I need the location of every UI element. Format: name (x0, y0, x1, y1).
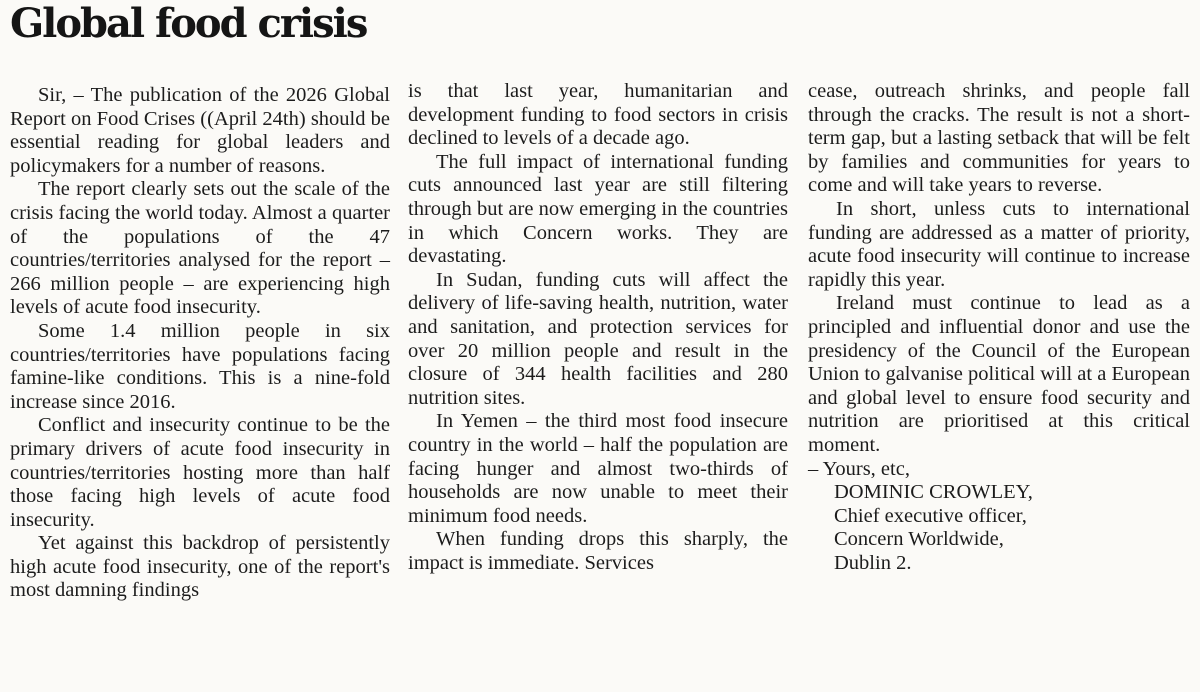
signature-title: Chief executive officer, (834, 504, 1027, 527)
signature-name: DOMINIC CROWLEY, (834, 481, 1033, 504)
paragraph: Conflict and insecurity continue to be the primary drivers of acute food insecurity in countries/territories hosting more than half those facing high levels of acute food insecurity. (10, 414, 390, 531)
column-2 (408, 80, 788, 575)
paragraph: The full impact of international funding cuts announced last year are still filtering through but are now emerging in the countries in which Concern works. They are devastating. (408, 150, 788, 268)
paragraph: In short, unless cuts to international funding are addressed as a matter of priority, acute food insecurity will continue to increase rapidly this year. (808, 197, 1190, 291)
paragraph: In Sudan, funding cuts will affect the delivery of life-saving health, nutrition, water and sanitation, and protection services for over 20 million people and result in the closure of 344 health facilities and 280 nutrition sites. (408, 268, 788, 409)
paragraph: The report clearly sets out the scale of the crisis facing the world today. Almost a quarter of the populations of the 47 countries/territories analysed for the report – 266 million people – are experiencing high levels of acute food insecurity. (10, 178, 390, 319)
signature-organisation: Concern Worldwide, (834, 528, 1004, 551)
paragraph: cease, outreach shrinks, and people fall through the cracks. The result is not a short-term gap, but a lasting setback that will be felt by families and communities for years to come and will take years to reverse. (808, 80, 1190, 197)
letter-closing: – Yours, etc, (808, 457, 910, 480)
headline: Global food crisis (10, 0, 367, 47)
paragraph: Ireland must continue to lead as a principled and influential donor and use the presidency of the Council of the European Union to galvanise political will at a European and global level to ensure food security and nutrition are prioritised at this critical moment. (808, 292, 1190, 456)
signature-location: Dublin 2. (834, 551, 912, 574)
paragraph: is that last year, humanitarian and development funding to food sectors in crisis declined to levels of a decade ago. (408, 80, 788, 150)
signature-block (808, 481, 1190, 575)
paragraph: In Yemen – the third most food insecure country in the world – half the population are facing hunger and almost two-thirds of households are now unable to meet their minimum food needs. (408, 410, 788, 527)
paragraph: Sir, – The publication of the 2026 Global Report on Food Crises ((April 24th) should be essential reading for global leaders and policymakers for a number of reasons. (10, 84, 390, 177)
column-3 (808, 80, 1190, 575)
column-1 (10, 84, 390, 603)
paragraph: Yet against this backdrop of persistently high acute food insecurity, one of the report's most damning findings (10, 532, 390, 602)
paragraph: When funding drops this sharply, the impact is immediate. Services (408, 528, 788, 574)
paragraph: Some 1.4 million people in six countries/territories have populations facing famine-like conditions. This is a nine-fold increase since 2016. (10, 319, 390, 413)
